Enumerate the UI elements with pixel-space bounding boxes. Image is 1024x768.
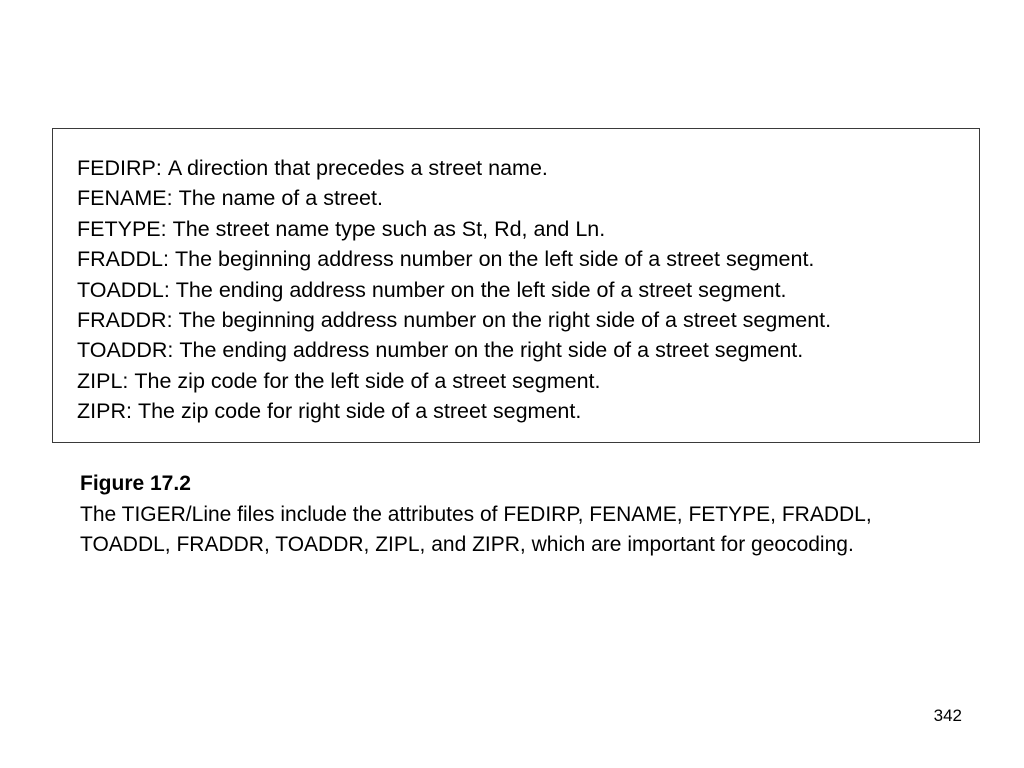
- attribute-description: The beginning address number on the left side of a street segment.: [174, 247, 815, 272]
- attribute-name: TOADDR:: [77, 338, 174, 363]
- attribute-description: A direction that precedes a street name.: [167, 156, 548, 180]
- attribute-name: FEDIRP:: [77, 156, 162, 180]
- attribute-row: [77, 183, 831, 213]
- attribute-description: The name of a street.: [178, 186, 383, 211]
- attribute-name: TOADDL:: [77, 277, 170, 302]
- attribute-row: [77, 335, 831, 365]
- attribute-description: The beginning address number on the right side of a street segment.: [178, 308, 832, 333]
- attribute-row: [77, 153, 831, 183]
- attribute-description: The zip code for the left side of a street segment.: [134, 368, 601, 393]
- attribute-name: FRADDR:: [77, 308, 173, 333]
- attribute-row: [77, 214, 831, 244]
- attribute-list: [77, 153, 831, 427]
- attribute-row: [77, 396, 831, 426]
- attribute-row: [77, 366, 831, 396]
- attribute-row: [77, 305, 831, 335]
- figure-caption: [80, 469, 960, 561]
- page-number: 342: [933, 706, 962, 725]
- attribute-row: [77, 244, 831, 274]
- attribute-name: FENAME:: [77, 186, 173, 211]
- attribute-description: The zip code for right side of a street segment.: [137, 399, 582, 424]
- attribute-description: The ending address number on the right side of a street segment.: [179, 338, 804, 363]
- attribute-name: ZIPL:: [77, 368, 129, 393]
- attribute-description: The ending address number on the left side of a street segment.: [175, 277, 787, 302]
- figure-box: [52, 128, 980, 443]
- attribute-description: The street name type such as St, Rd, and Ln.: [172, 216, 606, 241]
- attribute-name: FRADDL:: [77, 247, 169, 272]
- attribute-name: ZIPR:: [77, 399, 132, 424]
- caption-text: The TIGER/Line files include the attributes of FEDIRP, FENAME, FETYPE, FRADDL, TOADDL, FRADDR, TOADDR, ZIPL, and ZIPR, which are important for geocoding.: [80, 502, 872, 556]
- attribute-row: [77, 275, 831, 305]
- caption-title: Figure 17.2: [80, 472, 191, 495]
- attribute-name: FETYPE:: [77, 216, 167, 241]
